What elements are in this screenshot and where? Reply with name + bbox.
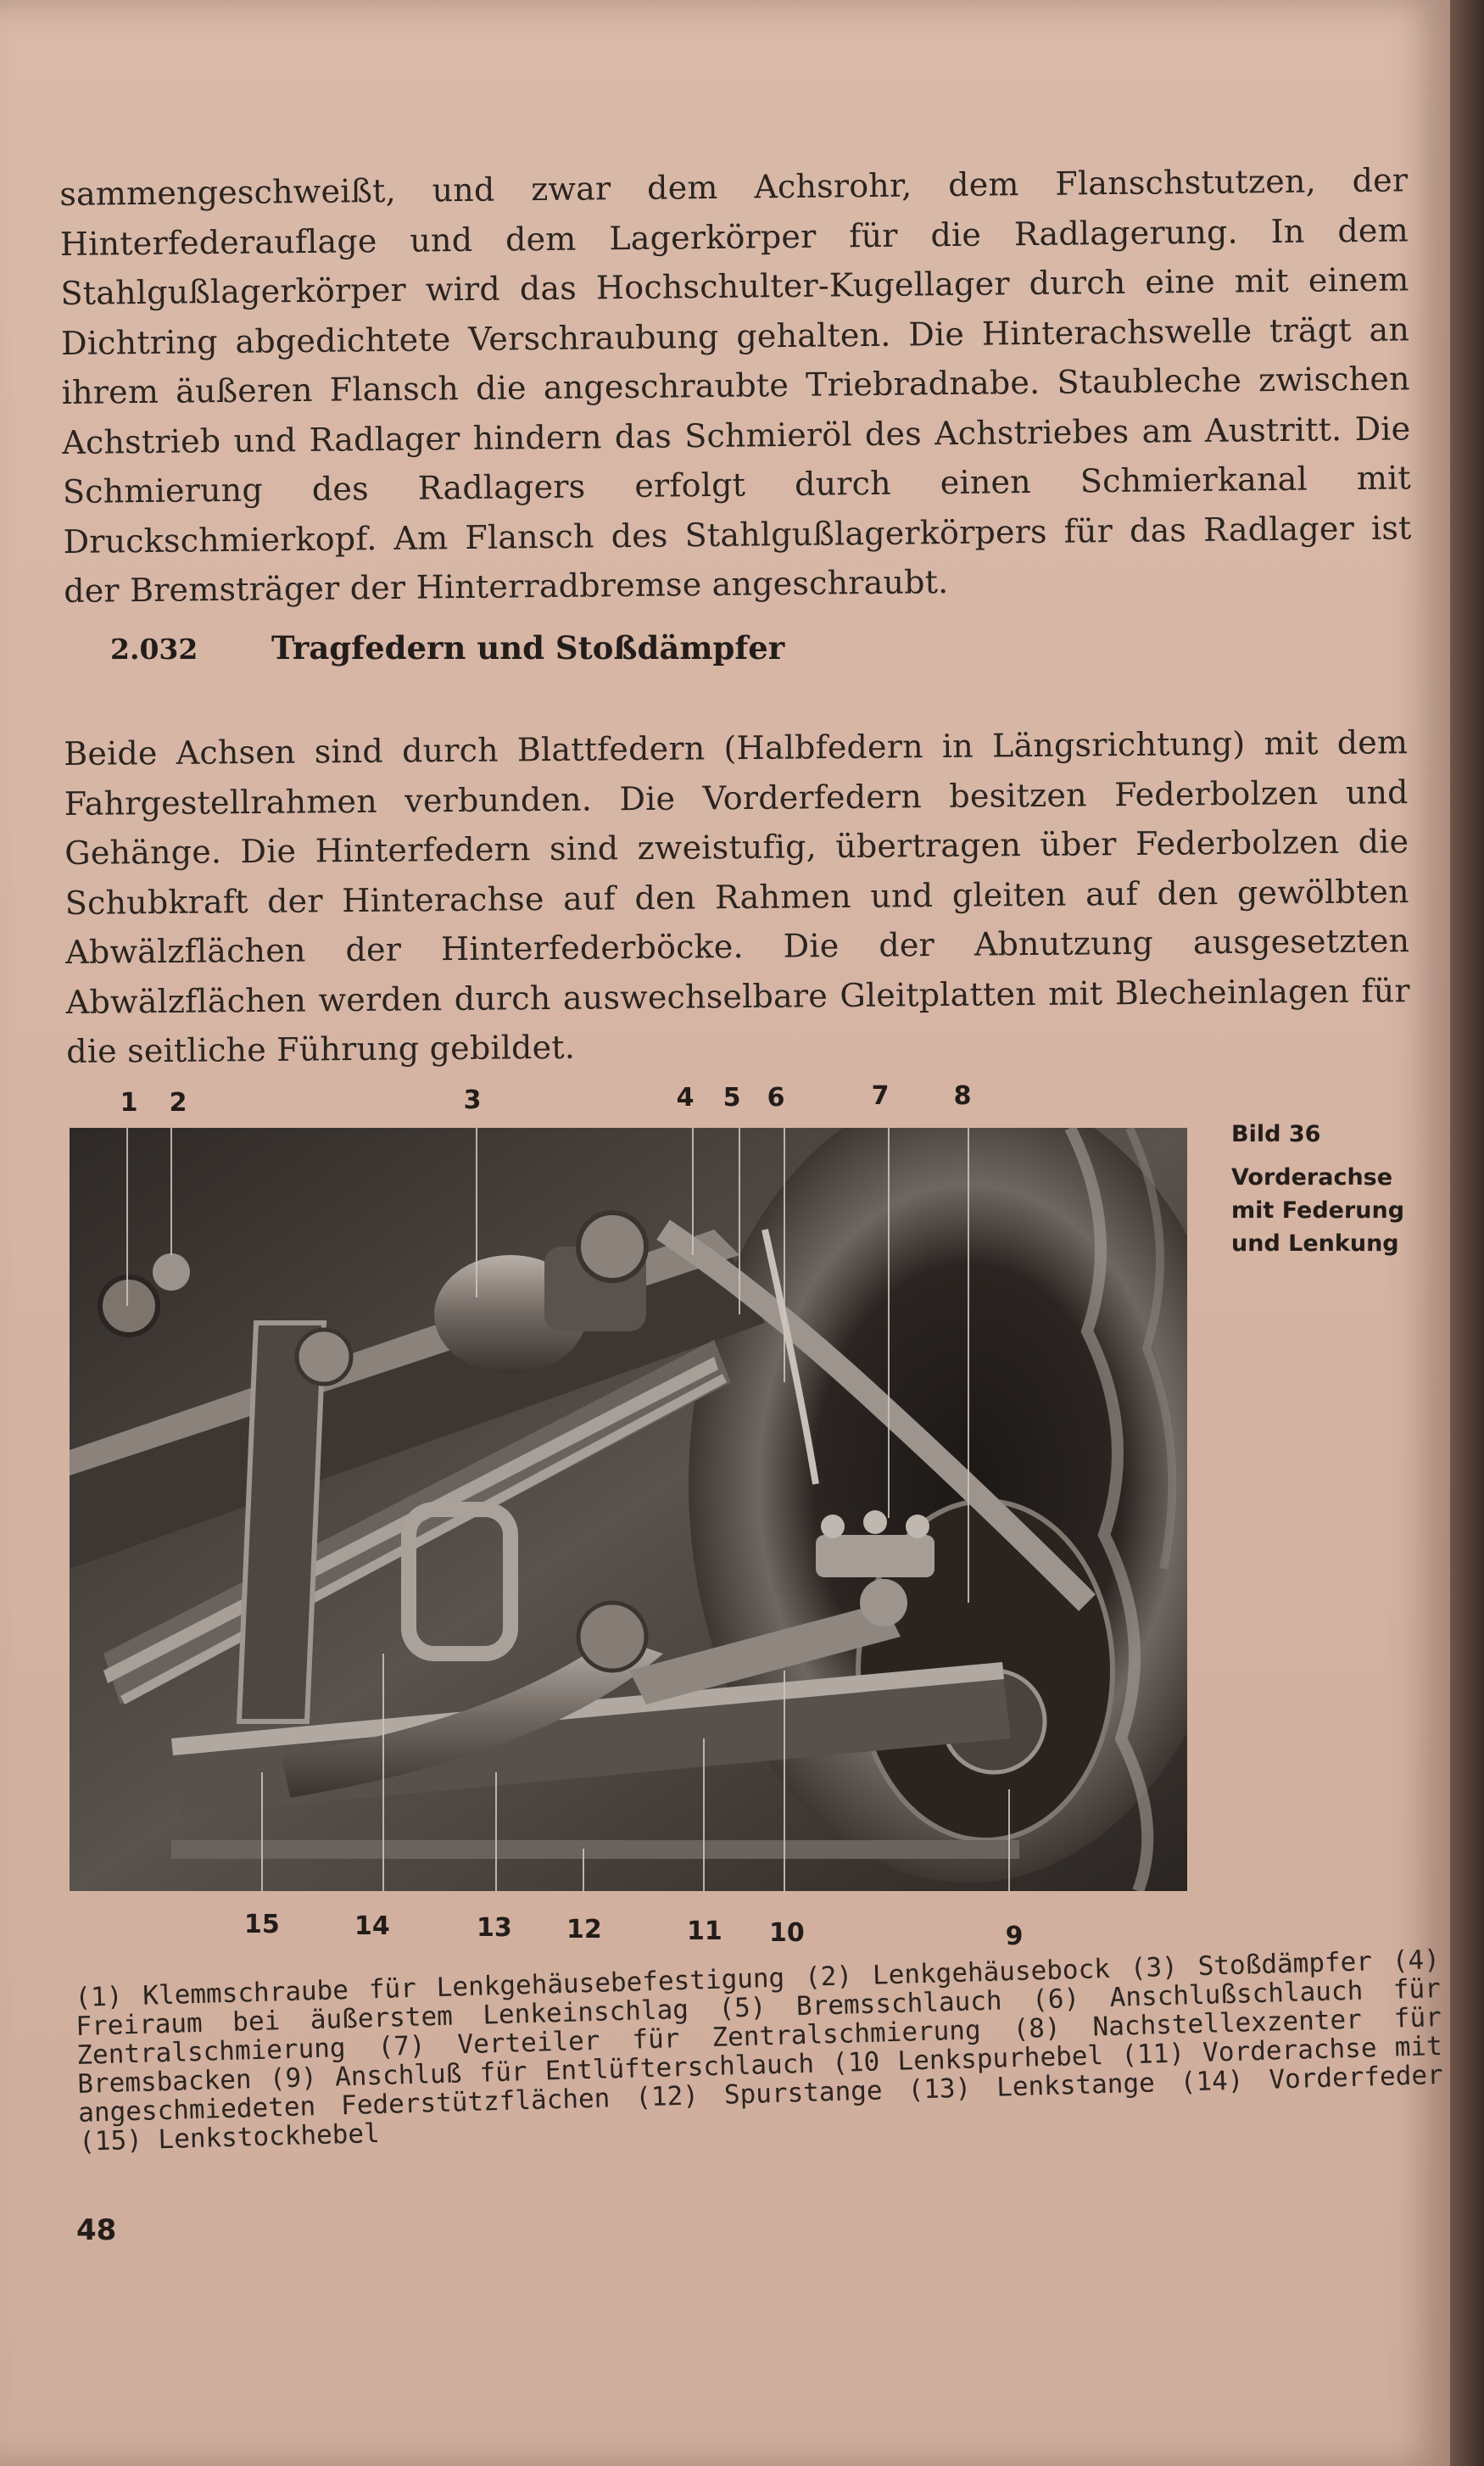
callout-6: 6 [767, 1083, 785, 1113]
figure-photo-front-axle [70, 1128, 1187, 1891]
callout-12: 12 [566, 1915, 602, 1944]
callout-3: 3 [463, 1085, 482, 1115]
section-heading [110, 629, 784, 667]
callout-14: 14 [354, 1911, 390, 1941]
page-edge-shadow [1450, 0, 1484, 2466]
callout-11: 11 [687, 1916, 722, 1946]
callout-5: 5 [722, 1083, 741, 1113]
page-number: 48 [76, 2213, 117, 2247]
section-number: 2.032 [110, 633, 198, 666]
figure-caption-line: und Lenkung [1231, 1230, 1399, 1257]
callout-4: 4 [676, 1083, 695, 1113]
figure-caption-line: Vorderachse [1231, 1164, 1393, 1191]
figure-caption-line: mit Federung [1231, 1197, 1405, 1224]
figure-legend: (1) Klemmschraube für Lenkgehäusebefestigung (2) Lenkgehäusebock (3) Stoßdämpfer (4) Freiraum bei äußerstem Lenkeinschlag (5) Bremsschlauch (6) Anschlußschlauch für Zentralschmierung (7) Verteiler für Zentralschmierung (8) Nachstellexzenter für Bremsbacken (9) Anschluß für Entlüfterschlauch (10 Lenkspurhebel (11) Vorderachse mit angeschmiedeten Federstützflächen (12) Spurstange (13) Lenkstange (14) Vorderfeder (15) Lenkstockhebel [74, 1944, 1444, 2157]
figure-caption [1231, 1118, 1435, 1260]
body-paragraph-springs: Beide Achsen sind durch Blattfedern (Halbfedern in Längsrichtung) mit dem Fahrgestellrahmen verbunden. Die Vorderfedern besitzen Federbolzen und Gehänge. Die Hinterfedern sind zweistufig, übertragen über Federbolzen die Schubkraft der Hinterachse auf den Rahmen und gleiten auf den gewölbten Abwälzflächen der Hinterfederböcke. Die der Abnutzung ausgesetzten Abwälzflächen werden durch auswechselbare Gleitplatten mit Blecheinlagen für die seitliche Führung gebildet. [64, 723, 1410, 1070]
callout-8: 8 [953, 1081, 972, 1111]
section-title: Tragfedern und Stoßdämpfer [271, 629, 785, 667]
callout-9: 9 [1005, 1922, 1024, 1951]
callout-7: 7 [871, 1081, 890, 1111]
callout-2: 2 [169, 1088, 187, 1118]
callout-15: 15 [244, 1910, 280, 1939]
callout-1: 1 [120, 1088, 138, 1118]
callout-10: 10 [769, 1918, 805, 1948]
callout-13: 13 [477, 1913, 512, 1943]
body-paragraph-axle: sammengeschweißt, und zwar dem Achsrohr, dem Flanschstutzen, der Hinterfederauflage und dem Lagerkörper für die Radlagerung. In dem Stahlgußlagerkörper wird das Hochschulter-Kugellager durch eine mit einem Dichtring abgedichtete Verschraubung gehalten. Die Hinterachswelle trägt an ihrem äußeren Flansch die angeschraubte Triebradnabe. Staubleche zwischen Achstrieb und Radlager hindern das Schmieröl des Achstriebes am Austritt. Die Schmierung des Radlagers erfolgt durch einen Schmierkanal mit Druckschmierkopf. Am Flansch des Stahlgußlagerkörpers für das Radlager ist der Bremsträger der Hinterradbremse angeschraubt. [59, 161, 1412, 610]
figure-caption-number: Bild 36 [1231, 1121, 1321, 1147]
